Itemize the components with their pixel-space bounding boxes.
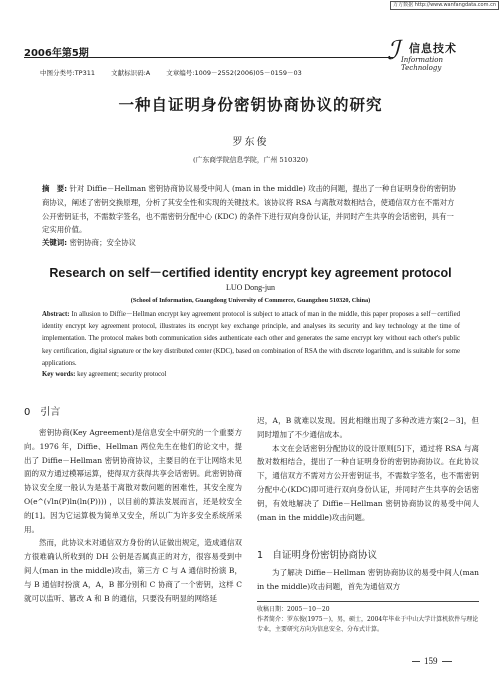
- document-code: 文献标识码:A: [111, 69, 151, 77]
- clc-number: 中图分类号:TP311: [40, 69, 95, 77]
- author-name-en: LUO Dong-jun: [225, 283, 276, 292]
- page-number: 159: [420, 656, 442, 666]
- source-stamp: 万方数据 http://www.wanfangdata.com.cn: [390, 1, 499, 10]
- abstract-en-text: In allusion to Diffie－Hellman encrypt key agreement protocol is subject to attack of man in the middle, this paper proposes a self－certified identity encrypt key agreement protocol, illustrates its encrypt key exchange principle, and analyses its security and key technology at the time of implementation. The protocol makes both communication sides authenticate each other and generates the same encrypt key without each other's public key certification, digital signature or the key distributed center (KDC), based on combination of RSA the with discrete logarithm, and is suitable for some applications.: [42, 311, 460, 367]
- journal-logo: [387, 38, 479, 72]
- keywords-en: [42, 371, 166, 378]
- paper-title: 一种自证明身份密钥协商协议的研究: [118, 96, 383, 114]
- logo-english-name: Information Technology: [401, 56, 444, 72]
- keywords-cn: [42, 236, 460, 250]
- footnote-rule: [257, 601, 479, 602]
- keywords-cn-label: 关键词:: [42, 238, 68, 247]
- right-column: [257, 414, 479, 524]
- abstract-en-label: Abstract:: [42, 311, 70, 318]
- abstract-cn: [42, 182, 460, 237]
- section-0-heading: 0 引言: [24, 407, 61, 418]
- abstract-cn-text: 针对 Diffie－Hellman 密钥协商协议易受中间人 (man in the middle) 攻击的问题，提出了一种自证明身份的密钥协商协议，阐述了密钥交换原理，分析了其安全性和实现的关键技术。该协议将 RSA 与离散对数相结合，使通信双方在不需对方公开密钥证书，不需数字签名，也不需密钥分配中心 (KDC) 的条件下进行双向身份认证，并同时产生共享的会话密钥，具有一定实用价值。: [42, 184, 456, 235]
- header-rule: [24, 57, 394, 58]
- intro-paragraph-1: 密钥协商(Key Agreement)是信息安全中研究的一个重要方向。1976 年，Diffie、Hellman 两位先生在他们的论文中，提出了 Diffie－Hellman 密钥协商协议，主要目的在于让网络未见面的双方通过模幂运算，使得双方获得共享会话密钥。此密钥协商协议安全度一般认为是基于离散对数问题的困难性，其安全度为 O(e^(√ln(P)ln(ln(P)))) ，以目前的算法发展而言，还是较安全的[1]。因为它运算极为简单又安全，所以广为许多安全系统所采用。: [24, 428, 242, 534]
- abstract-cn-label: 摘 要:: [42, 184, 68, 193]
- section-1-paragraph: 为了解决 Diffie－Hellman 密钥协商协议的易受中间人(man in the middle)攻击问题，首先为通信双方: [257, 568, 479, 591]
- author-affiliation-en: (School of Information, Guangdong University of Commerce, Guangzhou 510320, China): [130, 297, 371, 304]
- footnote-received: 收稿日期：2005－10－20: [257, 606, 330, 613]
- logo-mark-icon: ℐ: [387, 36, 400, 66]
- article-number: 文章编号:1009－2552(2006)05－0159－03: [166, 69, 302, 77]
- intro-paragraph-3: 本文在会话密钥分配协议的设计原则[5]下，通过将 RSA 与离散对数相结合，提出了一种自证明身份的密钥协商协议。在此协议下，通信双方不需对方公开密钥证书，不需数字签名，也不需密钥分配中心(KDC)即可进行双向身份认证，并同时产生共享的会话密钥，有效地解决了 Diffie－Hellman 密钥协商协议的易受中间人(man in the middle)攻击问题。: [257, 443, 479, 522]
- abstract-en: [42, 309, 460, 370]
- intro-paragraph-2: 然而，此协议未对通信双方身份的认证做出规定，造成通信双方很难确认所收到的 DH 公钥是否属真正的对方，很容易受到中间人(man in the middle)攻击，第三方 C 与 A 通信时扮演 B，与 B 通信时扮演 A，A，B 都分别和 C 协商了一个密钥，这样 C 就可以监听、篡改 A 和 B 的通信，只要没有明显的网络延: [24, 538, 242, 603]
- section-1-heading: 1 自证明身份密钥协商协议: [257, 550, 378, 561]
- author-affiliation: (广东商学院信息学院，广州 510320): [193, 156, 308, 164]
- article-meta: [40, 68, 316, 77]
- intro-paragraph-2-continued: 迟，A，B 就难以发现。因此相继出现了多种改进方案[2－3]，但同时增加了不少通信成本。: [257, 416, 479, 439]
- issue-header: 2006年第5期: [24, 48, 89, 59]
- author-name: 罗东俊: [232, 137, 269, 148]
- left-column: [24, 426, 242, 605]
- logo-chinese-name: 信息技术: [409, 42, 457, 55]
- keywords-cn-text: 密钥协商；安全协议: [69, 238, 137, 247]
- footnote-author-bio: 作者简介：罗东俊(1975－)，男，硕士，2004年毕业于中山大学计算机软件与理论专业，主要研究方向为信息安全、分布式计算。: [257, 616, 479, 633]
- keywords-en-text: key agreement; security protocol: [77, 371, 167, 378]
- keywords-en-label: Key words:: [42, 371, 76, 378]
- paper-title-en: Research on self－certified identity encrypt key agreement protocol: [49, 266, 452, 280]
